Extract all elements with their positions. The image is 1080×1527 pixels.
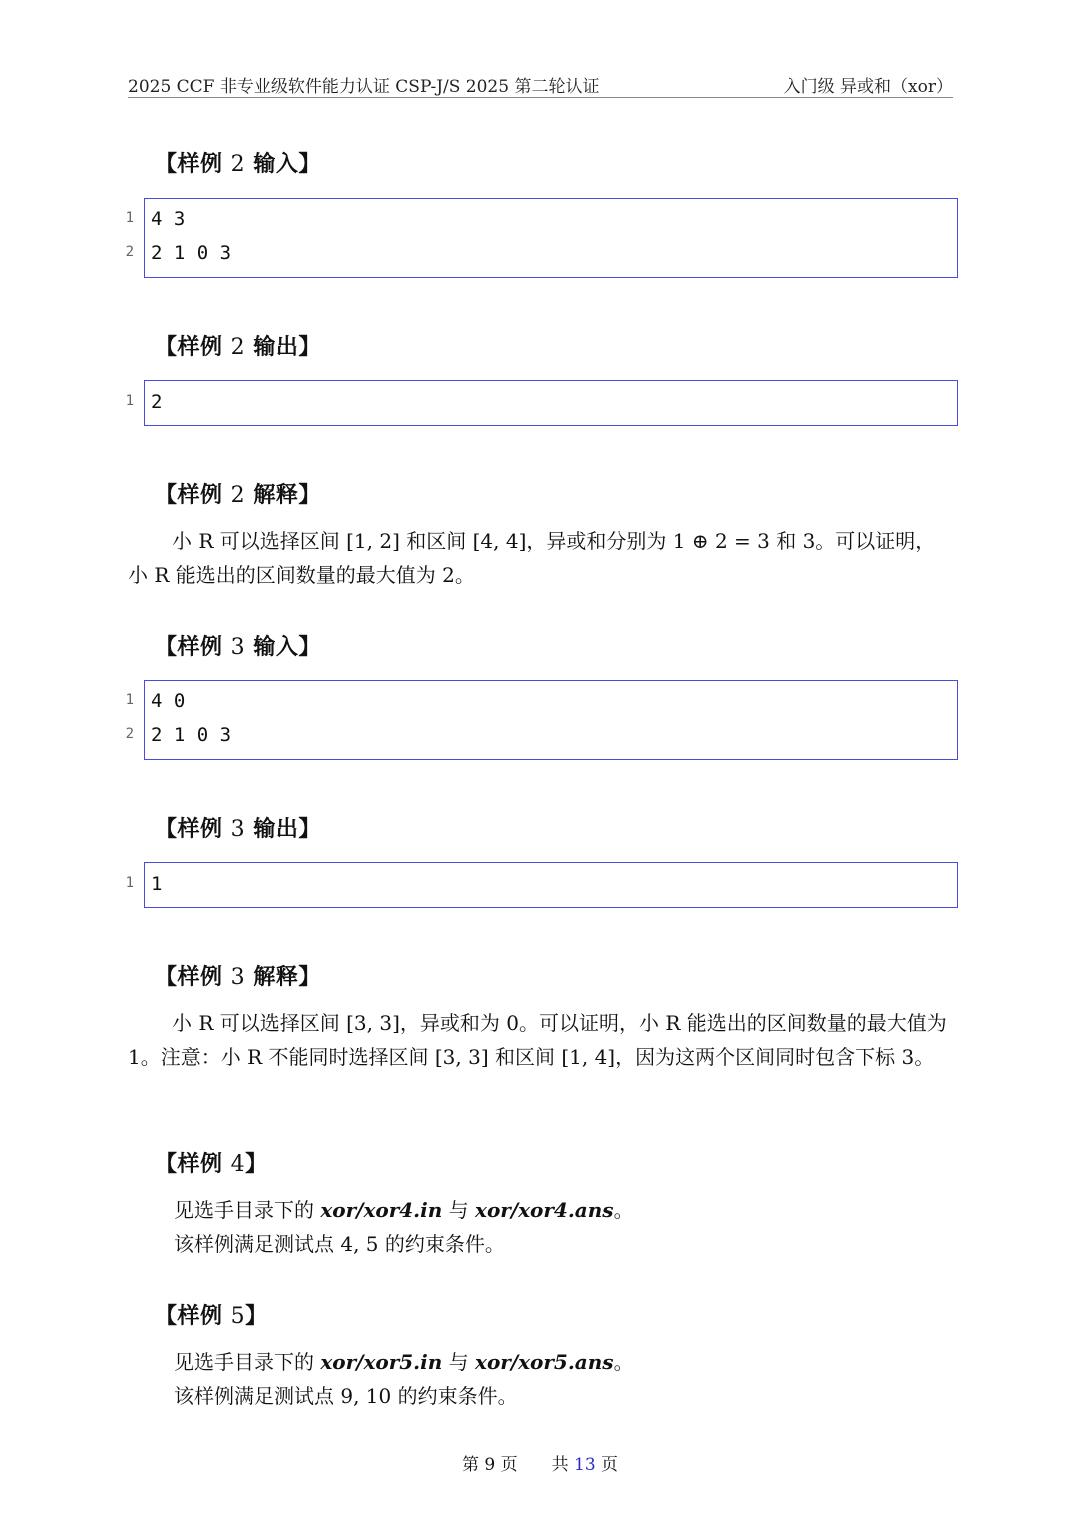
- line-number: 2: [125, 244, 134, 260]
- sample4-files-line: 见选手目录下的 xor/xor4.in 与 xor/xor4.ans。: [174, 1198, 634, 1222]
- section-title-sample3-explanation: 【样例 3 解释】: [155, 965, 321, 990]
- total-pages-link[interactable]: 13: [574, 1455, 596, 1475]
- code-text: 4 0: [151, 690, 186, 712]
- sample3-explanation-text: 小 R 可以选择区间 [3, 3]，异或和为 0。可以证明，小 R 能选出的区间数量的最大值为 1。注意：小 R 不能同时选择区间 [3, 3] 和区间 [1, 4]，因为这两个区间同时包含下标 3。: [128, 1011, 947, 1069]
- code-text: 2: [151, 391, 163, 413]
- line-number: 1: [125, 875, 134, 891]
- section-title-sample3-input: 【样例 3 输入】: [155, 635, 321, 660]
- section-title-sample2-output: 【样例 2 输出】: [155, 335, 321, 360]
- line-number: 2: [125, 726, 134, 742]
- header-left: 2025 CCF 非专业级软件能力认证 CSP-J/S 2025 第二轮认证: [128, 77, 600, 97]
- section-title-sample2-explanation: 【样例 2 解释】: [155, 483, 321, 508]
- code-text: 2 1 0 3: [151, 724, 232, 746]
- code-line: [125, 868, 957, 902]
- sample4-constraint-line: 该样例满足测试点 4, 5 的约束条件。: [174, 1232, 505, 1256]
- line-number: 1: [125, 393, 134, 409]
- file-name: xor/xor4.in: [320, 1198, 443, 1222]
- code-block-sample3-output: [125, 862, 958, 908]
- section-title-sample4: 【样例 4】: [155, 1152, 268, 1177]
- code-line: [125, 237, 957, 271]
- file-name: xor/xor4.ans: [475, 1198, 614, 1222]
- line-number: 1: [125, 210, 134, 226]
- code-text: 1: [151, 873, 163, 895]
- line-number: 1: [125, 692, 134, 708]
- code-line: [125, 685, 957, 719]
- code-block-sample3-input: [125, 680, 958, 760]
- section-title-sample3-output: 【样例 3 输出】: [155, 817, 321, 842]
- page-footer: 第 9 页 共 13 页: [461, 1455, 619, 1475]
- file-name: xor/xor5.in: [320, 1350, 443, 1374]
- page-header: [128, 72, 953, 98]
- header-right: 入门级 异或和（xor）: [783, 77, 953, 97]
- section-title-sample5: 【样例 5】: [155, 1304, 268, 1329]
- code-text: 4 3: [151, 208, 186, 230]
- file-name: xor/xor5.ans: [475, 1350, 614, 1374]
- current-page-number: 9: [484, 1455, 496, 1475]
- code-block-sample2-output: [125, 380, 958, 426]
- sample2-explanation-text: 小 R 可以选择区间 [1, 2] 和区间 [4, 4]，异或和分别为 1 ⊕ 2 = 3 和 3。可以证明，小 R 能选出的区间数量的最大值为 2。: [128, 529, 936, 587]
- code-block-sample2-input: [125, 198, 958, 278]
- code-line: [125, 719, 957, 753]
- code-text: 2 1 0 3: [151, 242, 232, 264]
- section-title-sample2-input: 【样例 2 输入】: [155, 152, 321, 177]
- code-line: [125, 386, 957, 420]
- sample5-constraint-line: 该样例满足测试点 9, 10 的约束条件。: [174, 1384, 518, 1408]
- sample5-files-line: 见选手目录下的 xor/xor5.in 与 xor/xor5.ans。: [174, 1350, 634, 1374]
- code-line: [125, 203, 957, 237]
